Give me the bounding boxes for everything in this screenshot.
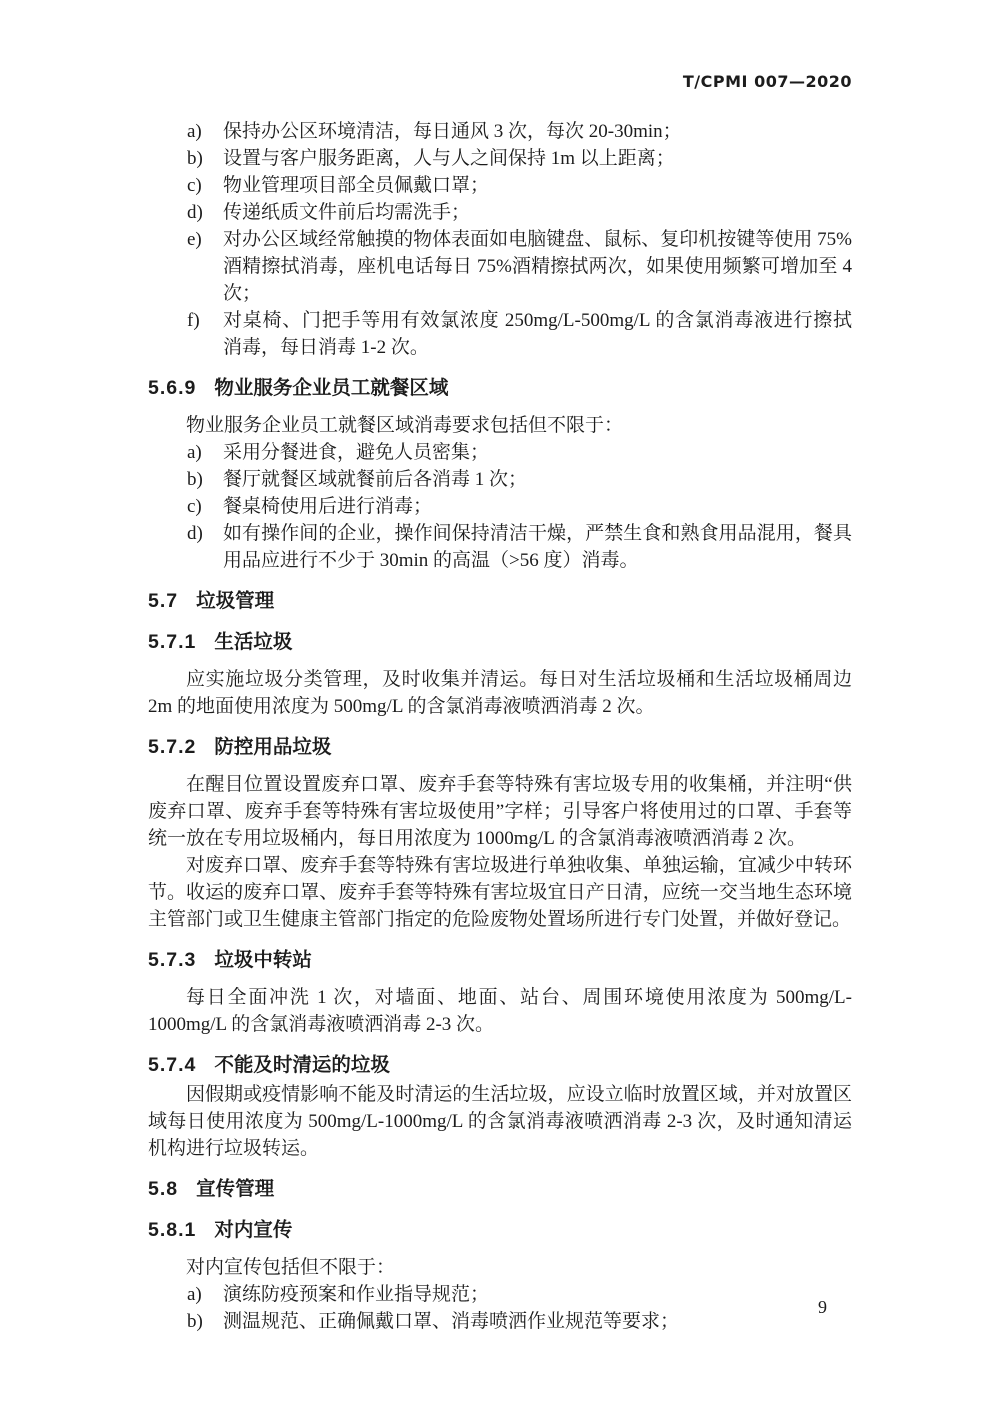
item-text: 传递纸质文件前后均需洗手； [223,202,471,223]
heading-title: 垃圾管理 [196,590,275,612]
item-marker: c) [187,496,202,517]
heading-title: 对内宣传 [214,1219,293,1241]
heading-number: 5.8.1 [148,1219,197,1241]
section-intro: 对内宣传包括但不限于： [186,1257,396,1278]
list-dining-measures [148,439,852,574]
item-marker: d) [187,202,203,223]
list-item [148,118,852,145]
list-item [148,520,852,574]
heading-number: 5.7 [148,590,179,612]
section-heading-5-7-1 [148,629,852,656]
item-text: 采用分餐进食，避免人员密集； [223,442,490,463]
item-marker: b) [187,469,203,490]
item-marker: b) [187,1311,203,1332]
section-heading-5-6-9 [148,375,852,402]
section-heading-5-7-2 [148,734,852,761]
section-heading-5-7-4 [148,1052,852,1079]
heading-number: 5.7.1 [148,631,197,653]
item-marker: a) [187,442,202,463]
section-heading-5-7-3 [148,947,852,974]
item-marker: a) [187,1284,202,1305]
item-marker: a) [187,121,202,142]
doc-code: T/CPMI 007—2020 [682,72,852,91]
list-internal-publicity [148,1281,852,1335]
section-heading-5-8 [148,1176,852,1203]
item-marker: d) [187,523,203,544]
list-item [148,493,852,520]
item-text: 物业管理项目部全员佩戴口罩； [223,175,490,196]
heading-title: 垃圾中转站 [214,949,312,971]
heading-title: 防控用品垃圾 [214,736,332,758]
heading-number: 5.7.2 [148,736,197,758]
item-text: 餐桌椅使用后进行消毒； [223,496,433,517]
heading-number: 5.7.3 [148,949,197,971]
paragraph: 在醒目位置设置废弃口罩、废弃手套等特殊有害垃圾专用的收集桶，并注明“供废弃口罩、废弃手套等特殊有害垃圾使用”字样；引导客户将使用过的口罩、手套等统一放在专用垃圾桶内，每日用浓度为 1000mg/L 的含氯消毒液喷洒消毒 2 次。 [148,774,852,849]
item-text: 演练防疫预案和作业指导规范； [223,1284,490,1305]
list-office-measures [148,118,852,361]
paragraph: 应实施垃圾分类管理，及时收集并清运。每日对生活垃圾桶和生活垃圾桶周边 2m 的地面使用浓度为 500mg/L 的含氯消毒液喷洒消毒 2 次。 [148,669,852,717]
list-item [148,226,852,307]
list-item [148,199,852,226]
item-marker: e) [187,229,202,250]
item-marker: b) [187,148,203,169]
heading-number: 5.7.4 [148,1054,197,1076]
paragraph: 因假期或疫情影响不能及时清运的生活垃圾，应设立临时放置区域，并对放置区域每日使用浓度为 500mg/L-1000mg/L 的含氯消毒液喷洒消毒 2-3 次，及时通知清运机构进行垃圾转运。 [148,1084,852,1159]
list-item [148,1281,852,1308]
list-item [148,307,852,361]
item-marker: f) [187,310,200,331]
item-text: 设置与客户服务距离，人与人之间保持 1m 以上距离； [223,148,675,169]
item-text: 餐厅就餐区域就餐前后各消毒 1 次； [223,469,528,490]
list-item [148,145,852,172]
list-item [148,1308,852,1335]
heading-number: 5.6.9 [148,377,197,399]
item-text: 保持办公区环境清洁，每日通风 3 次，每次 20-30min； [223,121,682,142]
heading-title: 宣传管理 [196,1178,275,1200]
paragraph: 对废弃口罩、废弃手套等特殊有害垃圾进行单独收集、单独运输，宜减少中转环节。收运的废弃口罩、废弃手套等特殊有害垃圾宜日产日清，应统一交当地生态环境主管部门或卫生健康主管部门指定的危险废物处置场所进行专门处置，并做好登记。 [148,855,852,930]
section-heading-5-7 [148,588,852,615]
list-item [148,466,852,493]
heading-title: 生活垃圾 [214,631,293,653]
list-item [148,439,852,466]
item-text: 测温规范、正确佩戴口罩、消毒喷洒作业规范等要求； [223,1311,680,1332]
page-number: 9 [818,1297,827,1317]
list-item [148,172,852,199]
heading-title: 物业服务企业员工就餐区域 [214,377,449,399]
heading-title: 不能及时清运的垃圾 [214,1054,390,1076]
section-heading-5-8-1 [148,1217,852,1244]
item-text: 对办公区域经常触摸的物体表面如电脑键盘、鼠标、复印机按键等使用 75%酒精擦拭消毒，座机电话每日 75%酒精擦拭两次，如果使用频繁可增加至 4 次； [223,229,852,304]
item-text: 如有操作间的企业，操作间保持清洁干燥，严禁生食和熟食用品混用，餐具用品应进行不少于 30min 的高温（>56 度）消毒。 [223,523,852,571]
heading-number: 5.8 [148,1178,179,1200]
paragraph: 每日全面冲洗 1 次，对墙面、地面、站台、周围环境使用浓度为 500mg/L-1000mg/L 的含氯消毒液喷洒消毒 2-3 次。 [148,987,852,1035]
item-text: 对桌椅、门把手等用有效氯浓度 250mg/L-500mg/L 的含氯消毒液进行擦拭消毒，每日消毒 1-2 次。 [223,310,852,358]
section-intro: 物业服务企业员工就餐区域消毒要求包括但不限于： [186,415,624,436]
item-marker: c) [187,175,202,196]
page-content [148,0,852,1335]
